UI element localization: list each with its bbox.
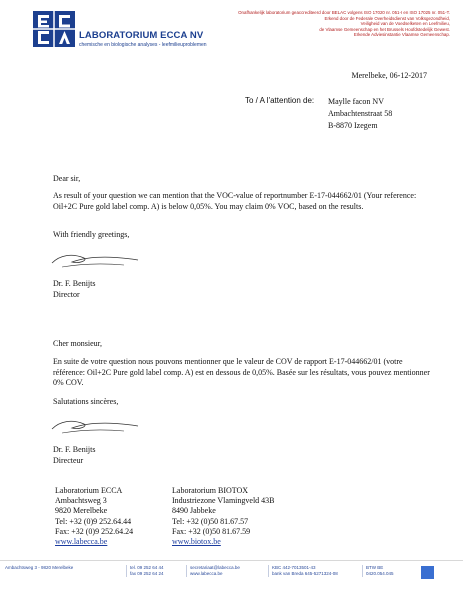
biotox-website-link[interactable]: www.biotox.be (172, 537, 221, 547)
lab-name: LABORATORIUM ECCA NV (79, 30, 204, 41)
salutation-en: Dear sir, (53, 174, 81, 183)
body-en: As result of your question we can mention that the VOC-value of reportnumber E-17-044662/01 (Your reference: Oil+2C Pure gold label comp. A) is below 0,05%. You may claim 0% VOC, based on the results. (53, 191, 417, 211)
contact-biotox (172, 486, 275, 547)
signature-en (50, 249, 142, 271)
contact-fax: Fax: +32 (0)50 81.67.59 (172, 526, 251, 536)
footer-phone (126, 565, 164, 577)
footer-fax: fax 09 252 64 24 (130, 571, 164, 576)
footer-divider (0, 560, 463, 561)
signer-name-fr: Dr. F. Benijts (53, 445, 96, 454)
letter-date: Merelbeke, 06-12-2017 (351, 71, 427, 80)
accreditation-text (210, 10, 450, 38)
footer-kbc: KBC 442-7013501-43 (272, 565, 316, 570)
salutation-fr: Cher monsieur, (53, 339, 103, 348)
ecca-website-link[interactable]: www.labecca.be (55, 537, 108, 547)
accreditation-line: Erkende Adviesinstantie Vlaamse Gemeenschap. (353, 32, 450, 38)
footer-address (5, 565, 73, 571)
footer-bank-account: bank van Breda 645-5271324-08 (272, 571, 338, 576)
contact-ecca (55, 486, 133, 547)
footer-online (186, 565, 240, 577)
contact-tel: Tel: +32 (0)50 81.67.57 (172, 516, 249, 526)
addressee-city: B-8870 Izegem (328, 121, 378, 130)
contact-name: Laboratorium BIOTOX (172, 486, 249, 495)
addressee-street: Ambachtenstraat 58 (328, 109, 393, 118)
addressee-company: Maylle facon NV (328, 97, 384, 106)
footer-email[interactable]: secretariaat@labecca.be (190, 565, 240, 570)
accreditation-line: Onafhankelijk laboratorium geaccrediteerd door BELAC volgens ISO 17020 nr. 051-I en ISO 17025 nr. 051-T. (238, 10, 450, 15)
accreditation-line: Erkend door de Federale Overheidsdienst van Volksgezondheid, (324, 15, 450, 21)
signature-fr (50, 415, 142, 437)
signer-name-en: Dr. F. Benijts (53, 279, 96, 288)
accreditation-line: Veiligheid van de Voedselketen en Leefmilieu, (360, 21, 450, 27)
footer-address-text: Ambachtsweg 3 - 9820 Merelbeke (5, 565, 74, 570)
body-fr: En suite de votre question nous pouvons mentionner que le valeur de COV de rapport E-17-044662/01 (votre référence: Oil+2C Pure gold label comp. A) est en dessous de 0,05%. Basée sur les résultats, vous pouvez mentionner 0% COV. (53, 357, 430, 387)
contact-fax: Fax: +32 (0)9 252.64.24 (55, 526, 134, 536)
footer-vat-number: 0420.054.045 (366, 571, 394, 576)
closing-en: With friendly greetings, (53, 230, 130, 239)
footer-web[interactable]: www.labecca.be (190, 571, 223, 576)
contact-tel: Tel: +32 (0)9 252.64.44 (55, 516, 132, 526)
footer-bank (268, 565, 338, 577)
footer-vat (362, 565, 394, 577)
contact-city: 9820 Merelbeke (55, 506, 108, 516)
to-label: To / A l'attention de: (245, 96, 315, 105)
contact-street: Ambachtsweg 3 (55, 496, 107, 506)
signer-title-fr: Directeur (53, 456, 84, 465)
footer-vat-label: BTW BE (366, 565, 384, 570)
lab-subtitle: chemische en biologische analyses - leefmilieuproblemen (79, 42, 207, 48)
signer-title-en: Director (53, 290, 80, 299)
footer-blue-square (421, 566, 434, 579)
ecca-logo (33, 11, 75, 47)
footer-tel: tel. 09 252 64 44 (130, 565, 164, 570)
contact-name: Laboratorium ECCA (55, 486, 123, 495)
closing-fr: Salutations sincères, (53, 397, 119, 406)
contact-city: 8490 Jabbeke (172, 506, 216, 516)
addressee-block (328, 96, 392, 132)
contact-street: Industriezone Vlamingveld 43B (172, 496, 275, 506)
accreditation-line: de Vlaamse Gemeenschap en het Brussels Hoofdstedelijk Gewest. (319, 26, 450, 32)
